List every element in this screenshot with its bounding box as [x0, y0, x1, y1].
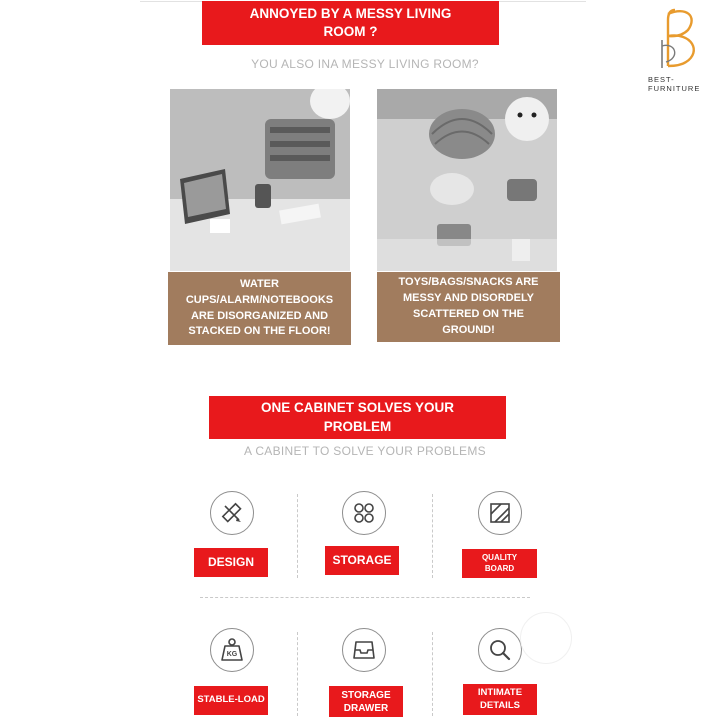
- feature-label-storage-drawer: STORAGE DRAWER: [329, 686, 403, 717]
- decorative-circle: [520, 612, 572, 664]
- divider-horizontal: [200, 597, 530, 598]
- brand-logo: [640, 2, 726, 93]
- feature-label-quality-board: QUALITY BOARD: [462, 549, 537, 578]
- section-subtitle-messy-room: YOU ALSO INA MESSY LIVING ROOM?: [251, 57, 479, 71]
- drawer-icon: [342, 628, 386, 672]
- divider-vertical-1: [297, 494, 298, 578]
- feature-label-design: DESIGN: [194, 548, 268, 577]
- logo-b-icon: [640, 2, 726, 74]
- feature-label-storage: STORAGE: [325, 546, 399, 575]
- kg-weight-icon: [210, 628, 254, 672]
- messy-floor-photo: [170, 89, 350, 271]
- kg-text: KG: [226, 651, 238, 658]
- divider-vertical-4: [432, 632, 433, 716]
- storage-icon: [342, 491, 386, 535]
- section-title-cabinet: ONE CABINET SOLVES YOUR PROBLEM: [209, 396, 506, 439]
- section-title-messy-room: ANNOYED BY A MESSY LIVING ROOM ?: [202, 1, 499, 45]
- caption-messy-ground: TOYS/BAGS/SNACKS ARE MESSY AND DISORDELY SCATTERED ON THE GROUND!: [377, 272, 560, 342]
- section-subtitle-cabinet: A CABINET TO SOLVE YOUR PROBLEMS: [244, 444, 486, 458]
- divider-vertical-3: [297, 632, 298, 716]
- feature-label-stable-load: STABLE-LOAD: [194, 686, 268, 715]
- feature-label-intimate-details: INTIMATE DETAILS: [463, 684, 537, 715]
- brand-name: BEST-FURNITURE: [648, 75, 701, 93]
- board-icon: [478, 491, 522, 535]
- divider-vertical-2: [432, 494, 433, 578]
- messy-ground-photo: [377, 89, 557, 271]
- magnifier-icon: [478, 628, 522, 672]
- caption-messy-floor: WATER CUPS/ALARM/NOTEBOOKS ARE DISORGANIZED AND STACKED ON THE FLOOR!: [168, 272, 351, 345]
- design-icon: [210, 491, 254, 535]
